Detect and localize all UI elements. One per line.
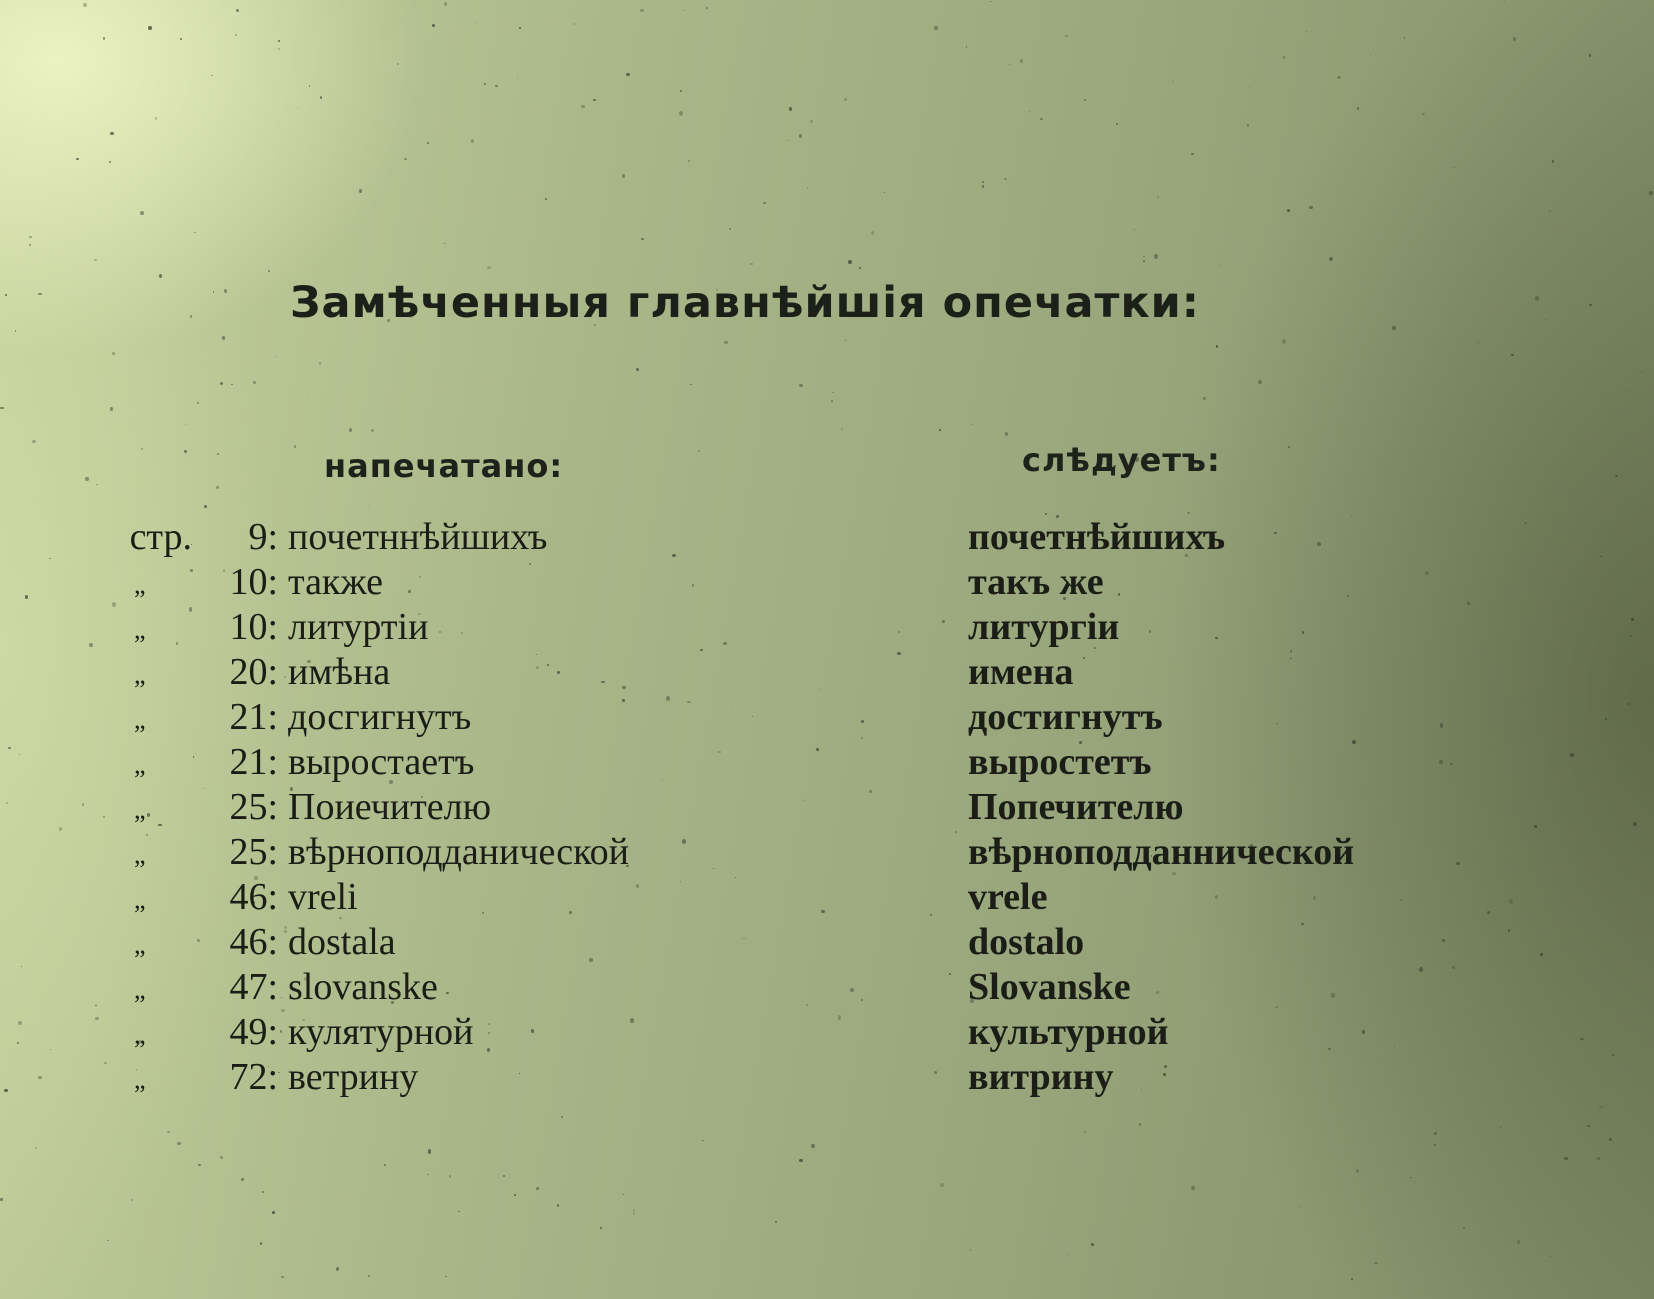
paper-speck: [110, 132, 114, 135]
paper-speck: [1116, 123, 1118, 125]
paper-speck: [1247, 124, 1249, 127]
paper-speck: [574, 23, 575, 25]
paper-speck: [636, 368, 639, 371]
paper-speck: [1068, 1255, 1069, 1256]
paper-speck: [1357, 107, 1359, 110]
page-number: 10:: [229, 561, 278, 603]
paper-speck: [262, 1191, 264, 1193]
paper-speck: [1478, 342, 1479, 344]
paper-speck: [107, 1240, 109, 1241]
paper-speck: [750, 263, 753, 265]
paper-speck: [213, 291, 214, 293]
paper-speck: [368, 505, 369, 506]
paper-speck: [217, 453, 219, 455]
paper-speck: [307, 393, 308, 394]
paper-speck: [449, 1175, 451, 1178]
paper-speck: [557, 1204, 559, 1207]
paper-speck: [1084, 99, 1086, 101]
printed-word: vreli: [288, 876, 358, 918]
errata-row: [0, 875, 1654, 920]
column-header-printed: напечатано:: [324, 447, 564, 485]
paper-speck: [444, 243, 445, 244]
ditto-mark: „: [134, 930, 146, 959]
printed-word: литуртіи: [288, 606, 429, 648]
paper-speck: [623, 1194, 624, 1195]
paper-speck: [1249, 86, 1250, 87]
errata-row: [0, 785, 1654, 830]
paper-speck: [432, 24, 435, 27]
paper-speck: [194, 232, 196, 233]
paper-speck: [1504, 1, 1505, 2]
paper-speck: [1564, 1157, 1568, 1160]
errata-row: [0, 650, 1654, 695]
paper-speck: [427, 142, 429, 144]
paper-speck: [404, 158, 407, 160]
printed-word: почетннѣйшихъ: [288, 516, 548, 558]
paper-speck: [1187, 512, 1190, 514]
paper-speck: [1552, 160, 1554, 163]
paper-speck: [1157, 196, 1159, 198]
printed-word: ветрину: [288, 1056, 419, 1098]
paper-speck: [110, 407, 113, 411]
paper-speck: [581, 105, 585, 108]
errata-row: [0, 740, 1654, 785]
paper-speck: [545, 198, 547, 200]
paper-speck: [222, 336, 225, 340]
paper-speck: [216, 486, 219, 489]
paper-speck: [185, 424, 186, 425]
paper-speck: [278, 40, 280, 42]
paper-speck: [35, 1147, 37, 1149]
paper-speck: [220, 382, 223, 385]
paper-speck: [445, 1276, 447, 1277]
paper-speck: [220, 1156, 223, 1159]
paper-speck: [96, 484, 98, 485]
page-number: 46:: [229, 876, 278, 918]
paper-speck: [1386, 1235, 1387, 1236]
paper-speck: [15, 330, 16, 332]
paper-speck: [1288, 446, 1290, 448]
paper-speck: [1020, 59, 1023, 63]
paper-speck: [204, 505, 207, 508]
paper-speck: [698, 450, 700, 452]
paper-speck: [724, 341, 728, 344]
printed-word: имѣна: [288, 651, 391, 693]
printed-word: Поиечителю: [288, 786, 491, 828]
paper-speck: [1300, 1206, 1301, 1207]
paper-speck: [0, 1198, 3, 1201]
correct-word: dostalo: [968, 921, 1085, 963]
paper-speck: [1143, 260, 1145, 262]
paper-speck: [1219, 265, 1220, 267]
correct-word: вѣрноподданнической: [968, 831, 1355, 873]
ditto-mark: „: [134, 750, 146, 779]
paper-speck: [198, 1164, 201, 1166]
printed-word: slovanske: [288, 966, 438, 1008]
printed-word: также: [288, 561, 384, 603]
paper-speck: [38, 293, 42, 295]
paper-speck: [832, 392, 834, 393]
paper-speck: [5, 294, 7, 296]
paper-speck: [278, 48, 280, 50]
paper-speck: [1422, 113, 1425, 115]
paper-speck: [359, 189, 362, 193]
paper-speck: [593, 99, 596, 101]
paper-speck: [180, 38, 182, 40]
paper-speck: [1203, 397, 1206, 400]
paper-speck: [622, 174, 625, 178]
paper-speck: [29, 244, 31, 246]
paper-speck: [799, 384, 803, 387]
paper-speck: [319, 362, 321, 365]
errata-row: [0, 515, 1654, 560]
paper-speck: [109, 161, 111, 163]
paper-speck: [155, 117, 157, 120]
paper-speck: [427, 1174, 429, 1175]
paper-speck: [1258, 380, 1262, 384]
paper-speck: [1351, 1278, 1353, 1280]
paper-speck: [831, 400, 833, 402]
paper-speck: [1004, 178, 1007, 180]
paper-speck: [487, 266, 491, 269]
page-number: 9:: [248, 516, 278, 558]
paper-speck: [775, 1221, 777, 1223]
paper-speck: [1337, 76, 1341, 79]
paper-speck: [103, 37, 105, 40]
paper-speck: [1549, 1256, 1551, 1257]
paper-speck: [787, 140, 788, 141]
paper-speck: [641, 238, 644, 240]
paper-speck: [224, 289, 227, 293]
paper-speck: [939, 429, 941, 431]
paper-speck: [799, 134, 802, 138]
ditto-mark: „: [134, 1020, 146, 1049]
paper-speck: [841, 428, 843, 430]
paper-speck: [799, 1159, 803, 1162]
ditto-mark: „: [134, 975, 146, 1004]
paper-speck: [276, 356, 277, 357]
paper-speck: [1434, 1132, 1437, 1135]
paper-speck: [320, 96, 322, 99]
page-number: 49:: [229, 1011, 278, 1053]
paper-speck: [1139, 1123, 1141, 1126]
printed-word: досгигнутъ: [288, 696, 472, 738]
paper-speck: [600, 1227, 602, 1229]
paper-speck: [1597, 1157, 1600, 1160]
paper-speck: [1216, 345, 1218, 348]
correct-word: витрину: [968, 1056, 1114, 1098]
printed-word: кулятурной: [288, 1011, 474, 1053]
page-prefix: стр.: [129, 516, 192, 558]
paper-speck: [368, 1275, 370, 1277]
ditto-mark: „: [134, 1065, 146, 1094]
paper-speck: [83, 3, 87, 7]
paper-speck: [845, 340, 846, 341]
paper-speck: [1513, 37, 1516, 41]
paper-speck: [810, 120, 813, 123]
paper-speck: [131, 1199, 133, 1201]
paper-speck: [235, 34, 237, 36]
paper-speck: [94, 259, 97, 261]
paper-speck: [848, 260, 852, 264]
paper-speck: [1535, 296, 1539, 301]
paper-speck: [706, 7, 708, 9]
paper-speck: [1629, 390, 1630, 391]
correct-word: имена: [968, 651, 1074, 693]
paper-speck: [633, 1209, 635, 1212]
paper-speck: [690, 384, 692, 385]
paper-speck: [253, 381, 256, 384]
page-number: 46:: [229, 921, 278, 963]
paper-speck: [1040, 118, 1043, 120]
paper-speck: [966, 46, 967, 48]
paper-speck: [1009, 64, 1010, 65]
paper-speck: [688, 160, 690, 162]
paper-speck: [397, 63, 399, 65]
paper-speck: [1029, 111, 1030, 112]
paper-speck: [970, 1249, 971, 1251]
paper-speck: [484, 83, 486, 85]
paper-speck: [1637, 205, 1638, 206]
paper-speck: [519, 27, 521, 29]
paper-speck: [514, 1194, 516, 1196]
paper-speck: [309, 85, 310, 87]
paper-speck: [1065, 35, 1068, 37]
paper-speck: [1133, 229, 1135, 230]
paper-speck: [626, 73, 630, 76]
correct-word: почетнѣйшихъ: [968, 516, 1226, 558]
paper-speck: [1287, 209, 1290, 212]
paper-speck: [1283, 56, 1285, 59]
page-number: 20:: [229, 651, 278, 693]
paper-speck: [633, 1213, 635, 1215]
paper-speck: [140, 211, 144, 215]
paper-speck: [294, 445, 296, 448]
paper-speck: [972, 424, 973, 425]
paper-speck: [281, 1276, 284, 1278]
paper-speck: [85, 477, 89, 481]
correct-word: vrele: [968, 876, 1048, 918]
page-number: 72:: [229, 1056, 278, 1098]
paper-speck: [884, 192, 885, 193]
paper-speck: [1500, 1126, 1501, 1128]
errata-row: [0, 1055, 1654, 1100]
paper-speck: [268, 270, 270, 272]
paper-speck: [1589, 54, 1591, 57]
paper-speck: [148, 26, 152, 30]
paper-speck: [184, 450, 187, 453]
paper-speck: [444, 2, 447, 6]
paper-speck: [1191, 153, 1194, 155]
paper-speck: [680, 90, 682, 92]
ditto-mark: „: [134, 885, 146, 914]
correct-word: Slovanske: [968, 966, 1131, 1008]
ditto-mark: „: [134, 570, 146, 599]
paper-speck: [29, 236, 32, 238]
paper-speck: [702, 1140, 704, 1141]
paper-speck: [0, 407, 4, 409]
paper-speck: [729, 228, 731, 230]
paper-speck: [211, 75, 213, 76]
paper-speck: [159, 274, 162, 278]
paper-speck: [76, 158, 79, 160]
paper-speck: [241, 1178, 244, 1181]
paper-speck: [177, 1142, 181, 1145]
paper-speck: [1143, 256, 1145, 257]
paper-speck: [1615, 475, 1618, 477]
paper-speck: [1587, 1125, 1590, 1127]
paper-speck: [982, 185, 984, 188]
paper-speck: [458, 1211, 460, 1212]
ditto-mark: „: [134, 840, 146, 869]
paper-speck: [1084, 1131, 1086, 1133]
page-number: 47:: [229, 966, 278, 1008]
paper-speck: [871, 231, 874, 235]
column-header-should-be: слѣдуетъ:: [1022, 441, 1221, 479]
page-title: Замѣченныя главнѣйшія опечатки:: [290, 278, 1200, 328]
paper-speck: [844, 98, 847, 101]
paper-speck: [1451, 1254, 1452, 1255]
paper-speck: [236, 9, 239, 12]
paper-speck: [536, 1187, 539, 1190]
paper-speck: [1309, 206, 1313, 209]
printed-word: вѣрноподданической: [288, 831, 630, 873]
paper-speck: [1374, 1262, 1378, 1264]
paper-speck: [1392, 326, 1396, 330]
paper-speck: [1005, 432, 1008, 436]
paper-speck: [297, 107, 298, 108]
correct-word: культурной: [968, 1011, 1169, 1053]
paper-speck: [1282, 339, 1286, 344]
paper-speck: [789, 107, 792, 111]
paper-speck: [32, 440, 36, 443]
correct-word: литургіи: [968, 606, 1120, 648]
ditto-mark: „: [134, 660, 146, 689]
paper-speck: [197, 402, 199, 404]
page-number: 25:: [229, 831, 278, 873]
paper-speck: [503, 1175, 505, 1177]
paper-speck: [260, 1242, 262, 1245]
paper-speck: [1549, 210, 1551, 212]
paper-speck: [1329, 257, 1333, 261]
page-number: 25:: [229, 786, 278, 828]
paper-speck: [336, 1267, 339, 1271]
paper-speck: [684, 10, 685, 11]
paper-speck: [141, 448, 143, 450]
paper-speck: [112, 352, 115, 355]
page-number: 21:: [229, 696, 278, 738]
errata-row: [0, 920, 1654, 965]
printed-word: dostala: [288, 921, 396, 963]
paper-speck: [476, 22, 477, 23]
paper-speck: [349, 428, 352, 432]
paper-speck: [811, 1144, 815, 1148]
paper-speck: [940, 1183, 944, 1187]
ditto-mark: „: [134, 795, 146, 824]
errata-row: [0, 830, 1654, 875]
errata-row: [0, 1010, 1654, 1055]
paper-speck: [763, 202, 766, 204]
paper-speck: [167, 1131, 170, 1133]
page-number: 10:: [229, 606, 278, 648]
printed-word: выростаетъ: [288, 741, 475, 783]
paper-speck: [1453, 167, 1455, 168]
paper-speck: [1172, 81, 1174, 82]
correct-word: такъ же: [968, 561, 1104, 603]
paper-speck: [990, 1, 992, 2]
paper-speck: [471, 139, 474, 143]
correct-word: выростетъ: [968, 741, 1152, 783]
errata-row: [0, 560, 1654, 605]
paper-speck: [1191, 1186, 1195, 1190]
paper-speck: [1589, 304, 1592, 306]
paper-speck: [1306, 31, 1307, 32]
paper-speck: [1517, 1240, 1520, 1244]
paper-speck: [934, 26, 938, 30]
paper-speck: [1434, 1144, 1436, 1146]
paper-speck: [1641, 371, 1642, 372]
paper-speck: [1410, 1177, 1412, 1178]
paper-speck: [679, 111, 683, 116]
paper-speck: [1511, 354, 1514, 356]
paper-speck: [561, 1116, 563, 1118]
paper-speck: [272, 1211, 275, 1214]
paper-speck: [807, 187, 808, 188]
paper-speck: [1545, 319, 1546, 320]
paper-speck: [1649, 191, 1653, 195]
ditto-mark: „: [134, 615, 146, 644]
paper-speck: [859, 267, 861, 269]
paper-speck: [1091, 1243, 1094, 1246]
paper-speck: [384, 1164, 386, 1166]
errata-row: [0, 965, 1654, 1010]
page-number: 21:: [229, 741, 278, 783]
paper-speck: [640, 9, 644, 12]
paper-speck: [1370, 55, 1371, 56]
paper-speck: [190, 315, 192, 318]
paper-speck: [517, 78, 518, 79]
errata-row: [0, 605, 1654, 650]
paper-speck: [371, 429, 374, 432]
correct-word: достигнутъ: [968, 696, 1163, 738]
paper-speck: [231, 384, 233, 385]
paper-speck: [1404, 37, 1405, 39]
paper-speck: [1599, 1106, 1602, 1108]
ditto-mark: „: [134, 705, 146, 734]
paper-speck: [1609, 1138, 1612, 1141]
correct-word: Попечителю: [968, 786, 1184, 828]
paper-speck: [1154, 254, 1158, 259]
paper-speck: [982, 181, 984, 183]
paper-speck: [428, 1149, 431, 1154]
errata-row: [0, 695, 1654, 740]
paper-speck: [1463, 1227, 1465, 1229]
paper-speck: [495, 85, 498, 87]
paper-speck: [1356, 1169, 1359, 1173]
